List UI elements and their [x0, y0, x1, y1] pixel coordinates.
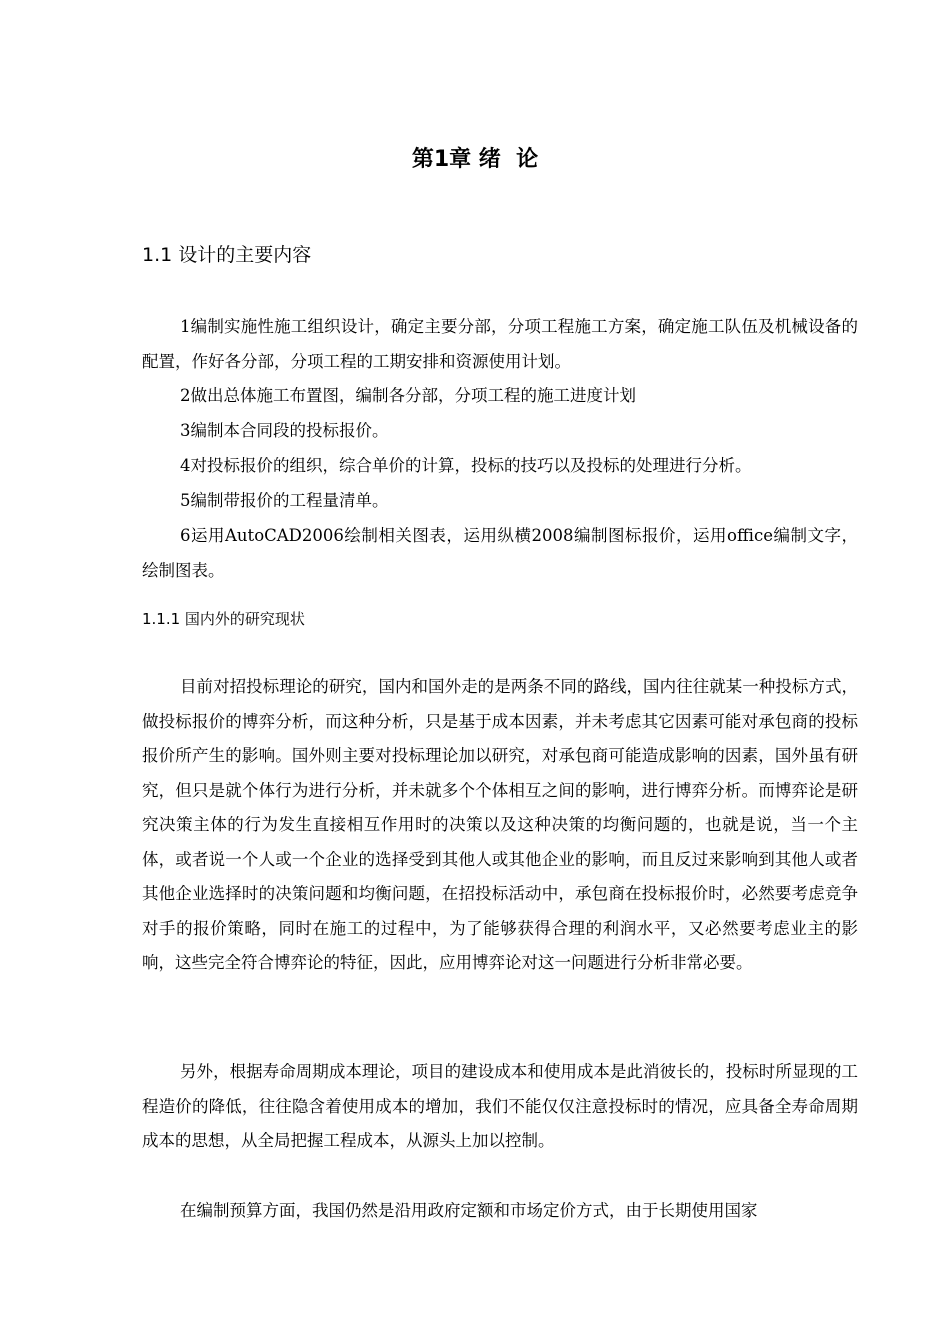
list-item: 2做出总体施工布置图，编制各分部，分项工程的施工进度计划 — [180, 386, 636, 405]
section-heading: 1.1 设计的主要内容 — [142, 244, 312, 266]
chapter-title: 第1章 绪 论 — [411, 147, 539, 172]
list-item: 3编制本合同段的投标报价。 — [180, 421, 389, 440]
body-paragraph: 目前对招投标理论的研究，国内和国外走的是两条不同的路线，国内往往就某一种投标方式，做投标报价的博弈分析，而这种分析，只是基于成本因素，并未考虑其它因素可能对承包商的投标报价所产生的影响。国外则主要对投标理论加以研究，对承包商可能造成影响的因素，国外虽有研究，但只是就个体行为进行分析，并未就多个个体相互之间的影响，进行博弈分析。而博弈论是研究决策主体的行为发生直接相互作用时的决策以及这种决策的均衡问题的，也就是说，当一个主体，或者说一个人或一个企业的选择受到其他人或其他企业的影响，而且反过来影响到其他人或者其他企业选择时的决策问题和均衡问题，在招投标活动中，承包商在投标报价时，必然要考虑竞争对手的报价策略，同时在施工的过程中，为了能够获得合理的利润水平，又必然要考虑业主的影响，这些完全符合博弈论的特征，因此，应用博弈论对这一问题进行分析非常必要。 — [142, 677, 858, 972]
list-item: 5编制带报价的工程量清单。 — [180, 491, 389, 510]
body-paragraph: 另外，根据寿命周期成本理论，项目的建设成本和使用成本是此消彼长的，投标时所显现的工程造价的降低，往往隐含着使用成本的增加，我们不能仅仅注意投标时的情况，应具备全寿命周期成本的思想，从全局把握工程成本，从源头上加以控制。 — [142, 1062, 858, 1150]
list-item: 1编制实施性施工组织设计，确定主要分部，分项工程施工方案，确定施工队伍及机械设备的配置，作好各分部，分项工程的工期安排和资源使用计划。 — [142, 317, 858, 371]
list-item: 6运用AutoCAD2006绘制相关图表，运用纵横2008编制图标报价，运用office编制文字，绘制图表。 — [142, 526, 858, 580]
body-paragraph: 在编制预算方面，我国仍然是沿用政府定额和市场定价方式，由于长期使用国家 — [180, 1201, 758, 1220]
subsection-heading: 1.1.1 国内外的研究现状 — [142, 610, 305, 628]
list-item: 4对投标报价的组织，综合单价的计算，投标的技巧以及投标的处理进行分析。 — [180, 456, 752, 475]
